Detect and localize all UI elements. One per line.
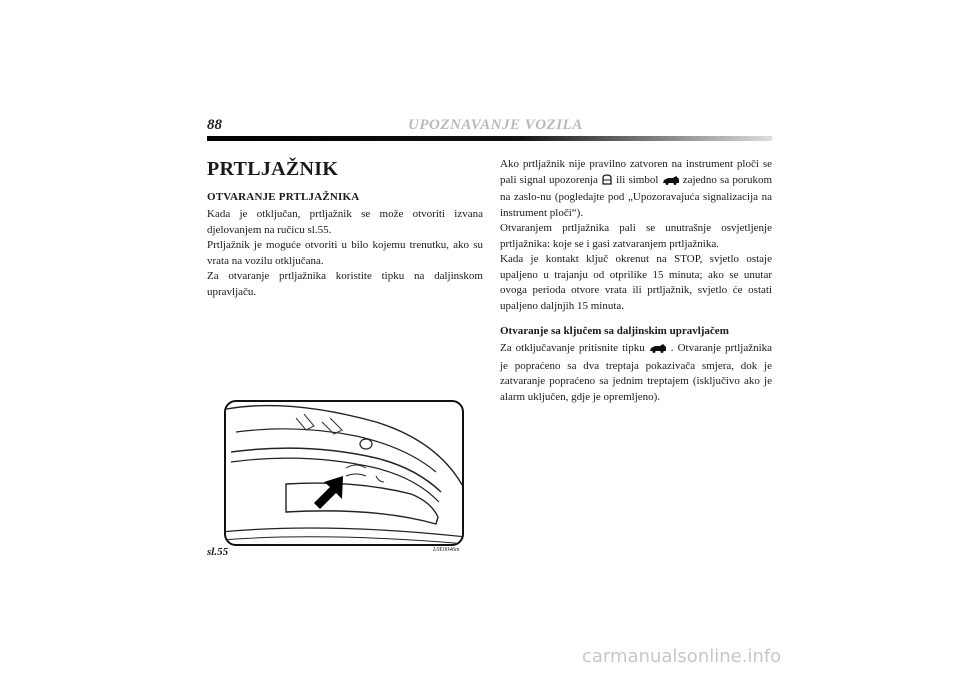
paragraph-stop: Kada je kontakt ključ okrenut na STOP, svjetlo ostaje upaljeno u trajanju od otprilike 15 minuta; ako se unutar ovoga perioda otvore vrata ili prtljažnik, svjetlo će ostati upaljeno daljnjih 15 minuta.: [500, 253, 772, 312]
warning-text-2: ili simbol: [616, 173, 659, 186]
trunk-button-icon: [649, 343, 667, 359]
warning-text-1: Ako prtljažnik nije pravilno zatvoren na instrument ploči se pali signal upozorenja: [500, 158, 772, 186]
unlock-text-2: . Otvaranje prtljažnika je popraćeno sa dva treptaja pokazivača smjera, dok je zatvaranje popraćeno sa jednim treptajem (isključivo ako je alarm uključen, gdje je opremljeno).: [500, 342, 773, 403]
header-rule: [207, 136, 772, 141]
left-column: [207, 158, 483, 300]
paragraph-unlock: [500, 341, 772, 405]
figure-frame: [224, 400, 464, 546]
figure-label: sl.55: [207, 546, 229, 558]
subheading-remote: Otvaranje sa ključem sa daljinskim upravljačem: [500, 325, 729, 337]
subsection-title: OTVARANJE PRTLJAŽNIKA: [207, 191, 360, 203]
open-door-warning-icon: [601, 174, 613, 191]
paragraph-lighting: Otvaranjem prtljažnika pali se unutrašnje osvjetljenje prtljažnika: koje se i gasi zatvaranjem prtljažnika.: [500, 222, 772, 250]
paragraph-remote: Za otvaranje prtljažnika koristite tipku na daljinskom upravljaču.: [207, 270, 483, 298]
trunk-handle-illustration: [226, 402, 462, 544]
paragraph-warning: [500, 157, 772, 221]
paragraph-unlocked-doors: Prtljažnik je moguće otvoriti u bilo kojemu trenutku, ako su vrata na vozilu otključana.: [207, 239, 483, 267]
running-title: UPOZNAVANJE VOZILA: [408, 117, 583, 133]
paragraph-handle: Kada je otključan, prtljažnik se može otvoriti izvana djelovanjem na ručicu sl.55.: [207, 208, 483, 236]
warning-text-3: zajedno sa porukom na zaslo-nu (pogledajte pod „Upozoravajuća signalizacija na instrument ploči“).: [500, 173, 773, 219]
watermark: carmanualsonline.info: [582, 646, 782, 667]
right-column: [500, 157, 772, 405]
pointer-arrow: [314, 476, 343, 509]
section-title: PRTLJAŽNIK: [207, 158, 339, 180]
figure-code: L0E0046m: [433, 547, 460, 553]
page-number: 88: [207, 117, 222, 133]
unlock-text-1: Za otključavanje pritisnite tipku: [500, 342, 645, 354]
car-trunk-open-icon: [662, 175, 680, 191]
